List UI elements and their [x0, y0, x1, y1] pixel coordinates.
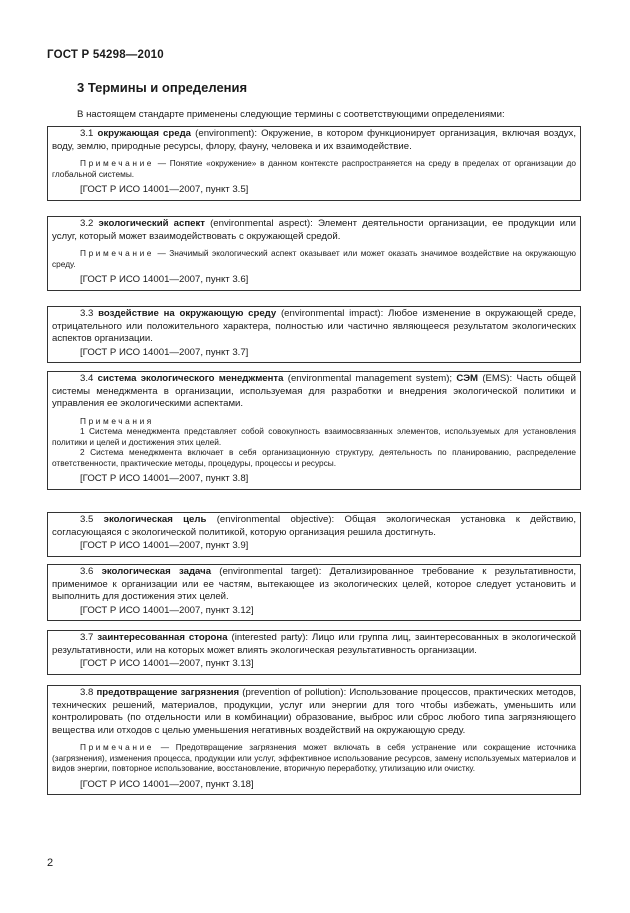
term-box-3-7	[47, 630, 581, 675]
term-box-3-2	[47, 216, 581, 291]
term-name: окружающая среда	[97, 128, 192, 139]
term-box-3-8	[47, 685, 581, 795]
term-name: экологическая цель	[103, 514, 207, 525]
term-box-3-1	[47, 126, 581, 201]
term-name: экологическая задача	[101, 566, 212, 577]
term-definition: 3.7 заинтересованная сторона (interested party): Лицо или группа лиц, заинтересованных в экологической результативности, или на которых может влиять экологическая результативность организации.	[52, 632, 577, 656]
term-note: Примечание — Предотвращение загрязнения может включать в себя устранение или сокращение источника (загрязнения), изменения процесса, продукции или услуг, эффективное использование ресурсов, замену используемых материалов и видов энергии, повторное использование, восстановление, вторичную переработку, утилизацию или очистку.	[52, 742, 576, 774]
term-box-3-3	[47, 306, 581, 363]
term-reference: [ГОСТ Р ИСО 14001—2007, пункт 3.6]	[80, 274, 249, 286]
term-definition: 3.4 система экологического менеджмента (environmental management system); СЭМ (EMS): Часть общей системы менеджмента в организации, используемая для разработки и внедрения экологической политики и управления ее экологическими аспектами.	[52, 373, 577, 410]
term-note: 1 Система менеджмента представляет собой совокупность взаимосвязанных элементов, используемых для установления политики и целей и достижения этих целей.	[52, 426, 576, 447]
term-name: система экологического менеджмента	[97, 373, 284, 384]
term-name: воздействие на окружающую среду	[98, 308, 277, 319]
document-header: ГОСТ Р 54298—2010	[47, 49, 164, 61]
term-box-3-4	[47, 371, 581, 490]
term-box-3-5	[47, 512, 581, 557]
term-name: экологический аспект	[98, 218, 205, 229]
term-abbreviation: СЭМ	[456, 373, 479, 384]
term-reference: [ГОСТ Р ИСО 14001—2007, пункт 3.12]	[80, 604, 254, 616]
term-definition: 3.2 экологический аспект (environmental aspect): Элемент деятельности организации, ее продукции или услуг, который может взаимодействовать с окружающей средой.	[52, 218, 576, 242]
term-definition: 3.1 окружающая среда (environment): Окружение, в котором функционирует организация, включая воздух, воду, землю, природные ресурсы, флору, фауну, человека и их взаимодействие.	[52, 128, 576, 152]
term-name: предотвращение загрязнения	[96, 687, 240, 698]
term-note: Примечание — Понятие «окружение» в данном контексте распространяется на среду в пределах от организации до глобальной системы.	[52, 158, 576, 179]
term-definition: 3.3 воздействие на окружающую среду (environmental impact): Любое изменение в окружающей среде, отрицательного или положительного характера, полностью или частично являющееся результатом экологических аспектов организации.	[52, 308, 577, 345]
term-definition: 3.5 экологическая цель (environmental objective): Общая экологическая установка к действию, согласующаяся с экологической политикой, которую организация решила достигнуть.	[52, 514, 577, 538]
section-title: 3 Термины и определения	[77, 80, 248, 95]
term-reference: [ГОСТ Р ИСО 14001—2007, пункт 3.5]	[80, 184, 249, 196]
term-note: Примечание — Значимый экологический аспект оказывает или может оказать значимое воздействие на окружающую среду.	[52, 248, 576, 269]
term-definition: 3.6 экологическая задача (environmental target): Детализированное требование к результативности, применимое к организации или ее частям, вытекающее из экологических целей, которое следует установить и выполнить для достижения этих целей.	[52, 566, 576, 603]
term-reference: [ГОСТ Р ИСО 14001—2007, пункт 3.18]	[80, 778, 254, 790]
term-reference: [ГОСТ Р ИСО 14001—2007, пункт 3.13]	[80, 658, 254, 670]
term-reference: [ГОСТ Р ИСО 14001—2007, пункт 3.7]	[80, 346, 249, 358]
term-reference: [ГОСТ Р ИСО 14001—2007, пункт 3.9]	[80, 540, 249, 552]
intro-text: В настоящем стандарте применены следующие термины с соответствующими определениями:	[77, 109, 505, 120]
notes-heading: Примечания	[80, 415, 154, 426]
term-definition: 3.8 предотвращение загрязнения (prevention of pollution): Использование процессов, практических методов, технических решений, материалов, продукции, услуг или энергии для того чтобы избежать, уменьшить или контролировать (по отдельности или в комбинации) образование, выброс или сброс любого типа загрязняющего вещества или отходов с целью уменьшения негативных воздействий на окружающую среду.	[52, 687, 576, 736]
term-reference: [ГОСТ Р ИСО 14001—2007, пункт 3.8]	[80, 473, 249, 485]
term-note: 2 Система менеджмента включает в себя организационную структуру, деятельность по планированию, распределение ответственности, практические методы, процедуры, процессы и ресурсы.	[52, 447, 576, 468]
term-name: заинтересованная сторона	[97, 632, 228, 643]
term-box-3-6	[47, 564, 581, 621]
page-number: 2	[47, 857, 54, 869]
